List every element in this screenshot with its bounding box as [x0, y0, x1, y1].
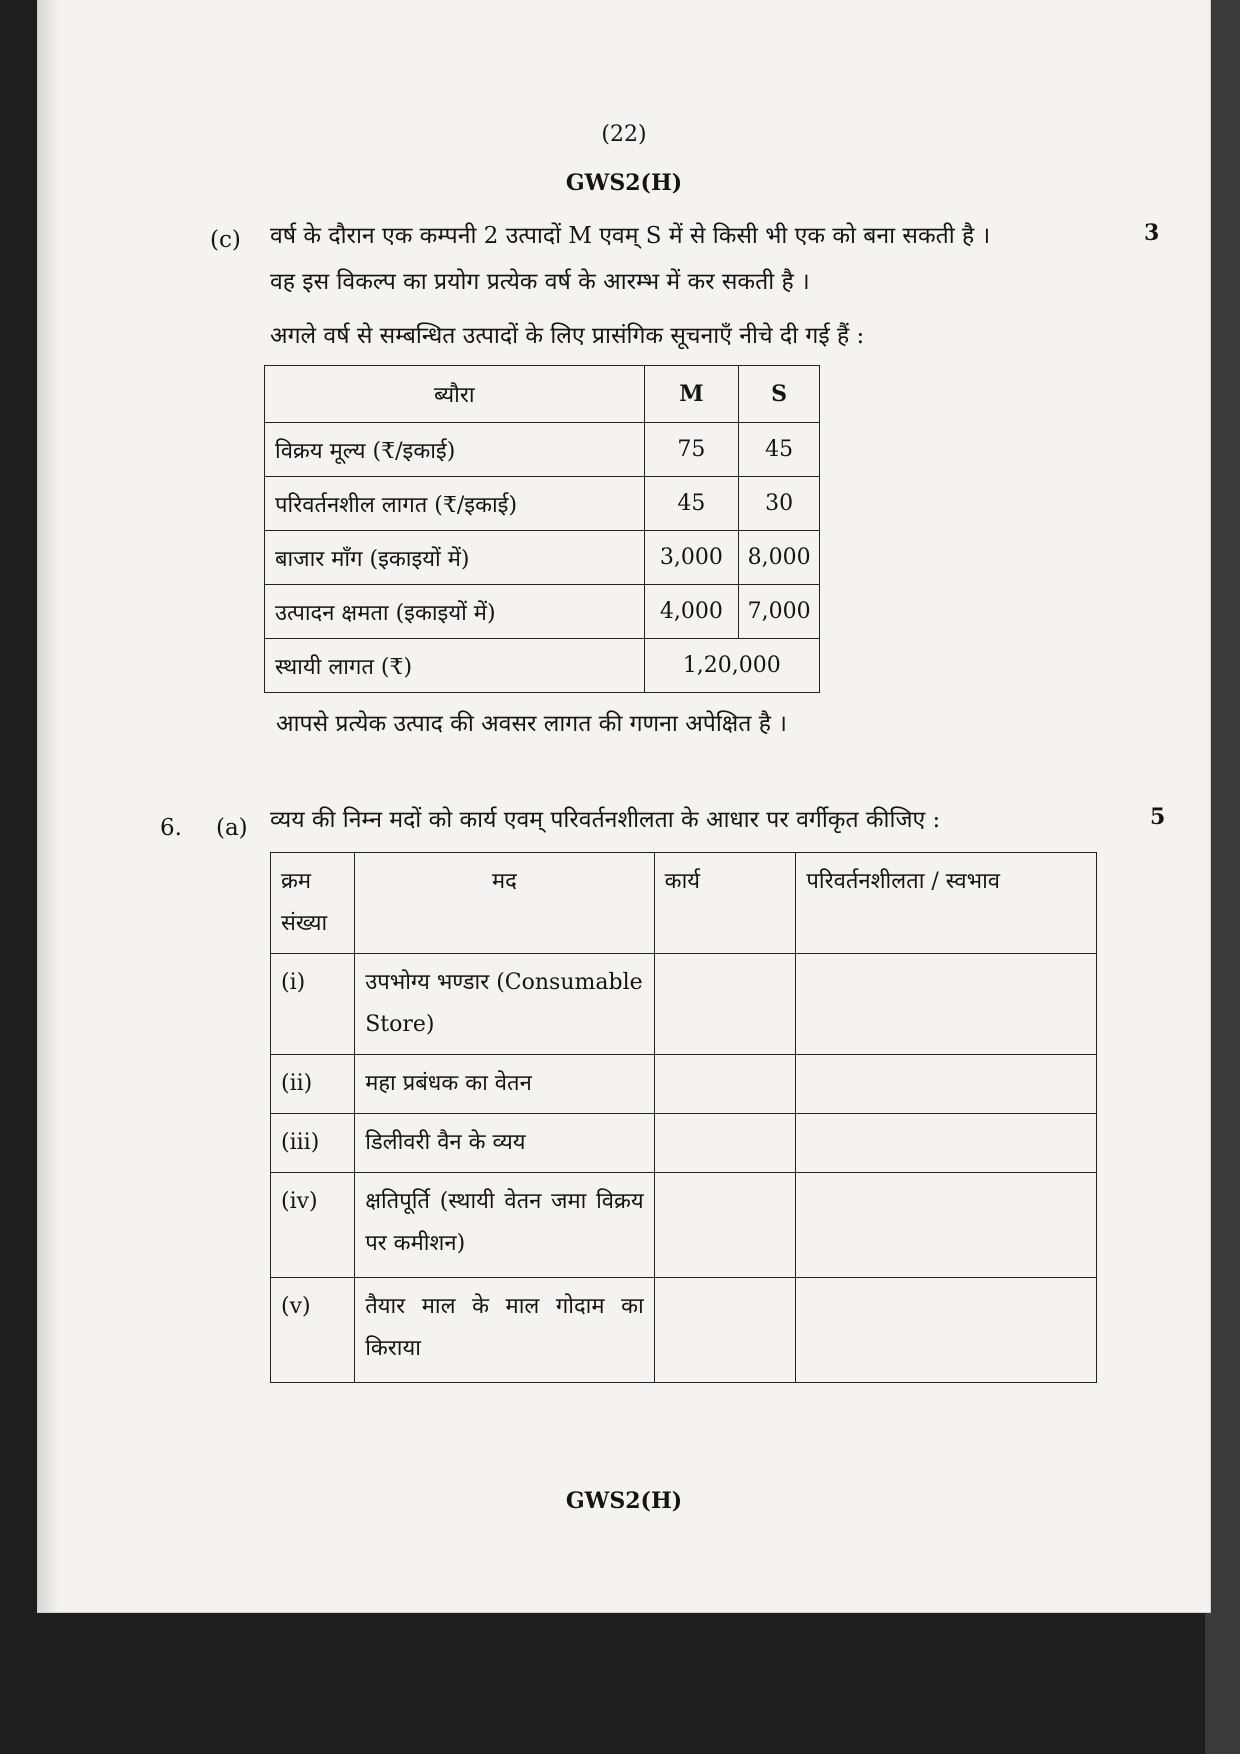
header-variability: परिवर्तनशीलता / स्वभाव	[796, 853, 1097, 954]
serial-no: (ii)	[271, 1055, 355, 1114]
table-header-row	[265, 366, 820, 423]
table-row	[265, 477, 820, 531]
serial-no: (iii)	[271, 1114, 355, 1173]
variability-blank	[796, 954, 1097, 1055]
header-serial-no: क्रम संख्या	[271, 853, 355, 954]
table-row	[271, 954, 1097, 1055]
row-value-s: 8,000	[739, 531, 820, 585]
header-function: कार्य	[654, 853, 796, 954]
paper-code-bottom: GWS2(H)	[565, 1488, 683, 1514]
table-row	[271, 1173, 1097, 1278]
table-header-row	[271, 853, 1097, 954]
table-row	[271, 1055, 1097, 1114]
row-value-s: 45	[739, 423, 820, 477]
table-row	[271, 1114, 1097, 1173]
question-label-c: (c)	[210, 227, 241, 253]
serial-no: (v)	[271, 1278, 355, 1383]
table-row-fixed-cost	[265, 639, 820, 693]
function-blank	[654, 1278, 796, 1383]
q5c-line-2: वह इस विकल्प का प्रयोग प्रत्येक वर्ष के आरम्भ में कर सकती है ।	[270, 269, 810, 295]
marks-3: 3	[1144, 220, 1160, 246]
product-info-table	[264, 365, 820, 693]
variability-blank	[796, 1173, 1097, 1278]
table-row	[265, 423, 820, 477]
table-row	[265, 531, 820, 585]
expense-item: तैयार माल के माल गोदाम का किराया	[355, 1278, 654, 1383]
expense-item: क्षतिपूर्ति (स्थायी वेतन जमा विक्रय पर कमीशन)	[355, 1173, 654, 1278]
row-value-s: 30	[739, 477, 820, 531]
variability-blank	[796, 1055, 1097, 1114]
function-blank	[654, 954, 796, 1055]
expense-item: महा प्रबंधक का वेतन	[355, 1055, 654, 1114]
question-label-a: (a)	[216, 815, 248, 841]
exam-page	[38, 0, 1210, 1612]
header-details: ब्यौरा	[265, 366, 645, 423]
fixed-cost-label: स्थायी लागत (₹)	[265, 639, 645, 693]
table-row	[271, 1278, 1097, 1383]
row-label: विक्रय मूल्य (₹/इकाई)	[265, 423, 645, 477]
row-value-m: 3,000	[644, 531, 739, 585]
serial-no: (iv)	[271, 1173, 355, 1278]
table-row	[265, 585, 820, 639]
q5c-line-3: अगले वर्ष से सम्बन्धित उत्पादों के लिए प्रासंगिक सूचनाएँ नीचे दी गई हैं :	[270, 323, 865, 349]
row-label: उत्पादन क्षमता (इकाइयों में)	[265, 585, 645, 639]
page-number: (22)	[601, 122, 647, 147]
expense-item: डिलीवरी वैन के व्यय	[355, 1114, 654, 1173]
page-fold-shadow	[38, 0, 60, 1612]
function-blank	[654, 1173, 796, 1278]
scan-edge	[1205, 0, 1240, 1754]
header-m: M	[644, 366, 739, 423]
expense-classification-table	[270, 852, 1097, 1383]
q5c-requirement: आपसे प्रत्येक उत्पाद की अवसर लागत की गणना अपेक्षित है ।	[276, 711, 787, 737]
function-blank	[654, 1055, 796, 1114]
q6a-text: व्यय की निम्न मदों को कार्य एवम् परिवर्तनशीलता के आधार पर वर्गीकृत कीजिए :	[270, 807, 941, 833]
row-value-m: 75	[644, 423, 739, 477]
row-value-s: 7,000	[739, 585, 820, 639]
row-value-m: 45	[644, 477, 739, 531]
variability-blank	[796, 1278, 1097, 1383]
serial-no: (i)	[271, 954, 355, 1055]
row-label: बाजार माँग (इकाइयों में)	[265, 531, 645, 585]
function-blank	[654, 1114, 796, 1173]
row-value-m: 4,000	[644, 585, 739, 639]
header-item: मद	[355, 853, 654, 954]
paper-code-top: GWS2(H)	[565, 170, 683, 196]
expense-item: उपभोग्य भण्डार (Consumable Store)	[355, 954, 654, 1055]
marks-5: 5	[1150, 804, 1166, 830]
fixed-cost-value: 1,20,000	[644, 639, 819, 693]
q5c-line-1: वर्ष के दौरान एक कम्पनी 2 उत्पादों M एवम् S में से किसी भी एक को बना सकती है ।	[270, 223, 991, 249]
row-label: परिवर्तनशील लागत (₹/इकाई)	[265, 477, 645, 531]
header-s: S	[739, 366, 820, 423]
variability-blank	[796, 1114, 1097, 1173]
question-number-6: 6.	[160, 815, 182, 841]
